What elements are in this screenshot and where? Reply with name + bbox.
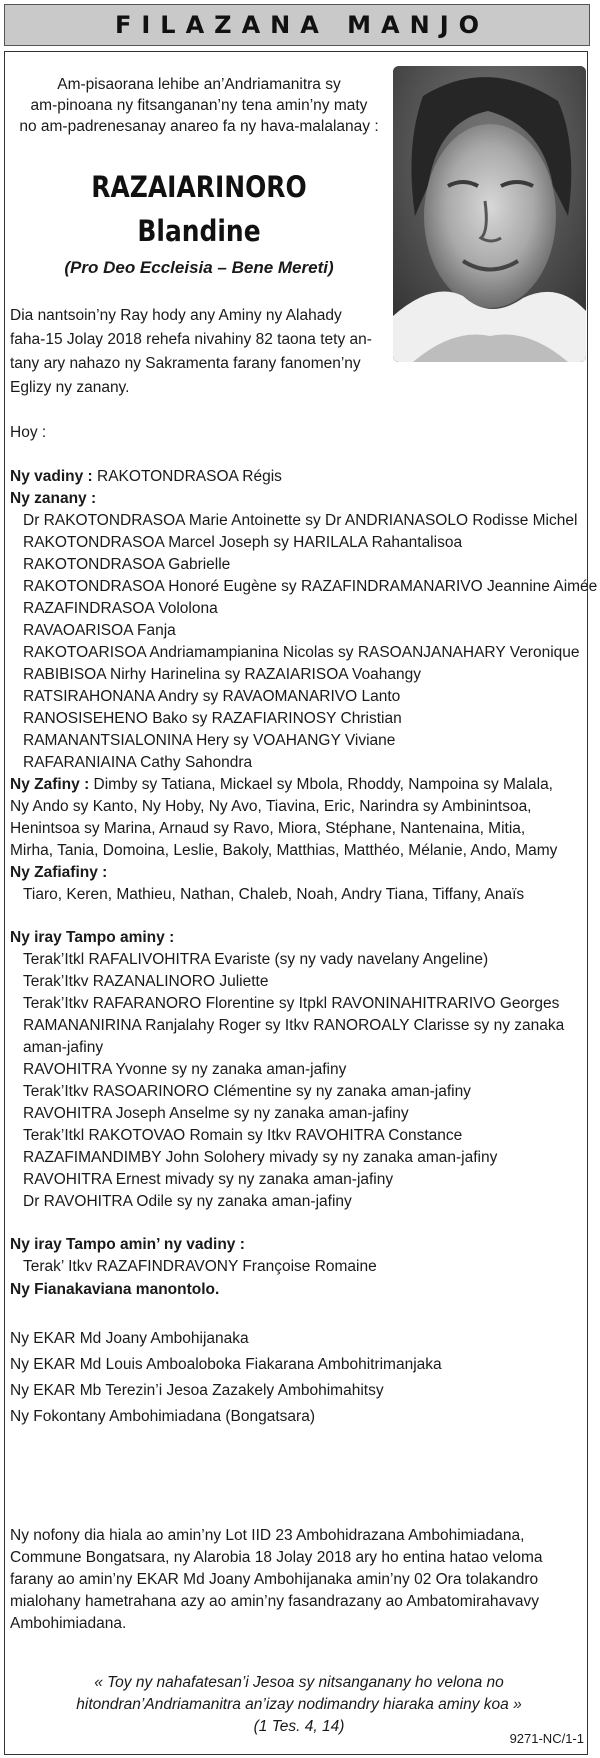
spouse-label: Ny vadiny : [10, 468, 93, 485]
announcement-line: Dia nantsoin’ny Ray hody any Aminy ny Alahady [10, 307, 342, 324]
sibling-item: Terak’Itkv RASOARINORO Clémentine sy ny zanaka aman-jafiny [23, 1083, 471, 1100]
intro-line: am-pinoana ny fitsanganan’ny tena amin’ny maty [30, 97, 368, 114]
child-item: RAKOTONDRASOA Honoré Eugène sy RAZAFINDRAMANARIVO Jeannine Aimée [23, 578, 598, 595]
deceased-firstname: Blandine [137, 214, 261, 248]
bible-quote [30, 1672, 568, 1738]
child-item: Dr RAKOTONDRASOA Marie Antoinette sy Dr ANDRIANASOLO Rodisse Michel [23, 512, 578, 529]
quote-reference: (1 Tes. 4, 14) [253, 1718, 345, 1735]
ad-reference: 9271-NC/1-1 [509, 1731, 584, 1746]
quote-line: hitondran’Andriamanitra an’izay nodimandry hiaraka aminy koa » [76, 1696, 522, 1713]
sibling-item: RAVOHITRA Ernest mivady sy ny zanaka aman-jafiny [23, 1171, 394, 1188]
child-item: RAMANANTSIALONINA Hery sy VOAHANGY Viviane [23, 732, 396, 749]
intro-line: no am-padrenesanay anareo fa ny hava-malalanay : [19, 118, 379, 135]
death-announcement [10, 304, 390, 400]
announcement-line: tany ary nahazo ny Sakramenta farany fanomen’ny [10, 355, 361, 372]
header-banner [4, 4, 590, 46]
grandchildren-first: Dimby sy Tatiana, Mickael sy Mbola, Rhoddy, Nampoina sy Malala, [93, 776, 553, 793]
deceased-surname: RAZAIARINORO [91, 170, 307, 204]
funeral-line: farany ao amin’ny EKAR Md Joany Ambohijanaka amin’ny 02 Ora tolakandro [10, 1571, 539, 1588]
child-item: RAFARANIAINA Cathy Sahondra [23, 754, 253, 771]
sibling-item: aman-jafiny [23, 1039, 104, 1056]
child-item: RAKOTONDRASOA Marcel Joseph sy HARILALA Rahantalisoa [23, 534, 463, 551]
sibling-item: Terak’Itkv RAZANALINORO Juliette [23, 973, 269, 990]
community-item: Ny EKAR Mb Terezin’i Jesoa Zazakely Ambohimahitsy [10, 1382, 384, 1399]
announcement-line: Eglizy ny zanany. [10, 379, 130, 396]
intro-text [12, 74, 386, 137]
spouse-siblings-label: Ny iray Tampo amin’ ny vadiny : [10, 1236, 245, 1253]
sibling-item: RAVOHITRA Joseph Anselme sy ny zanaka aman-jafiny [23, 1105, 409, 1122]
deceased-photo [393, 66, 586, 362]
deceased-motto: (Pro Deo Eccleisia – Bene Mereti) [64, 258, 334, 277]
quote-line: « Toy ny nahafatesan’i Jesoa sy nitsanganany ho velona no [94, 1674, 504, 1691]
sibling-item: RAMANANIRINA Ranjalahy Roger sy Itkv RANOROALY Clarisse sy ny zanaka [23, 1017, 565, 1034]
sibling-item: Terak’Itkl RAKOTOVAO Romain sy Itkv RAVOHITRA Constance [23, 1127, 463, 1144]
spouse-line [10, 468, 282, 486]
sibling-item: RAZAFIMANDIMBY John Solohery mivady sy ny zanaka aman-jafiny [23, 1149, 498, 1166]
sibling-item: Terak’Itkl RAFALIVOHITRA Evariste (sy ny vady navelany Angeline) [23, 951, 489, 968]
spouse-value: RAKOTONDRASOA Régis [97, 468, 282, 485]
community-item: Ny EKAR Md Joany Ambohijanaka [10, 1330, 249, 1347]
funeral-line: Ambohimiadana. [10, 1615, 127, 1632]
funeral-line: mialohany hametrahana azy ao amin’ny fasandrazany ao Ambatomirahavavy [10, 1593, 540, 1610]
hoy-label: Hoy : [10, 424, 47, 441]
child-item: RABIBISOA Nirhy Harinelina sy RAZAIARISOA Voahangy [23, 666, 422, 683]
grandchildren-cont: Mirha, Tania, Domoina, Leslie, Bakoly, Matthias, Matthéo, Mélanie, Ando, Mamy [10, 842, 558, 859]
great-grandchildren-value: Tiaro, Keren, Mathieu, Nathan, Chaleb, Noah, Andry Tiana, Tiffany, Anaïs [23, 886, 525, 903]
sibling-item: RAVOHITRA Yvonne sy ny zanaka aman-jafiny [23, 1061, 347, 1078]
grandchildren-line [10, 776, 553, 794]
child-item: RAZAFINDRASOA Vololona [23, 600, 218, 617]
child-item: RAVAOARISOA Fanja [23, 622, 176, 639]
child-item: RAKOTOARISOA Andriamampianina Nicolas sy RASOANJANAHARY Veronique [23, 644, 580, 661]
spouse-siblings-value: Terak’ Itkv RAZAFINDRAVONY Françoise Romaine [23, 1258, 377, 1275]
great-grandchildren-label: Ny Zafiafiny : [10, 864, 108, 881]
grandchildren-label: Ny Zafiny : [10, 776, 90, 793]
community-item: Ny Fokontany Ambohimiadana (Bongatsara) [10, 1408, 315, 1425]
community-item: Ny EKAR Md Louis Amboaloboka Fiakarana Ambohitrimanjaka [10, 1356, 442, 1373]
page-title: FILAZANA MANJO [114, 11, 490, 39]
children-label: Ny zanany : [10, 490, 97, 507]
sibling-item: Terak’Itkv RAFARANORO Florentine sy Itpkl RAVONINAHITRARIVO Georges [23, 995, 560, 1012]
announcement-line: faha-15 Jolay 2018 rehefa nivahiny 82 taona tety an- [10, 331, 372, 348]
sibling-item: Dr RAVOHITRA Odile sy ny zanaka aman-jafiny [23, 1193, 352, 1210]
siblings-label: Ny iray Tampo aminy : [10, 929, 175, 946]
child-item: RAKOTONDRASOA Gabrielle [23, 556, 231, 573]
funeral-line: Commune Bongatsara, ny Alarobia 18 Jolay 2018 ary ho entina hatao veloma [10, 1549, 543, 1566]
child-item: RATSIRAHONANA Andry sy RAVAOMANARIVO Lanto [23, 688, 401, 705]
intro-line: Am-pisaorana lehibe an’Andriamanitra sy [57, 76, 341, 93]
funeral-line: Ny nofony dia hiala ao amin’ny Lot IID 23 Ambohidrazana Ambohimiadana, [10, 1527, 525, 1544]
child-item: RANOSISEHENO Bako sy RAZAFIARINOSY Christian [23, 710, 402, 727]
grandchildren-cont: Henintsoa sy Marina, Arnaud sy Ravo, Miora, Stéphane, Nantenaina, Mitia, [10, 820, 526, 837]
grandchildren-cont: Ny Ando sy Kanto, Ny Hoby, Ny Avo, Tiavina, Eric, Narindra sy Ambinintsoa, [10, 798, 532, 815]
whole-family: Ny Fianakaviana manontolo. [10, 1281, 220, 1298]
